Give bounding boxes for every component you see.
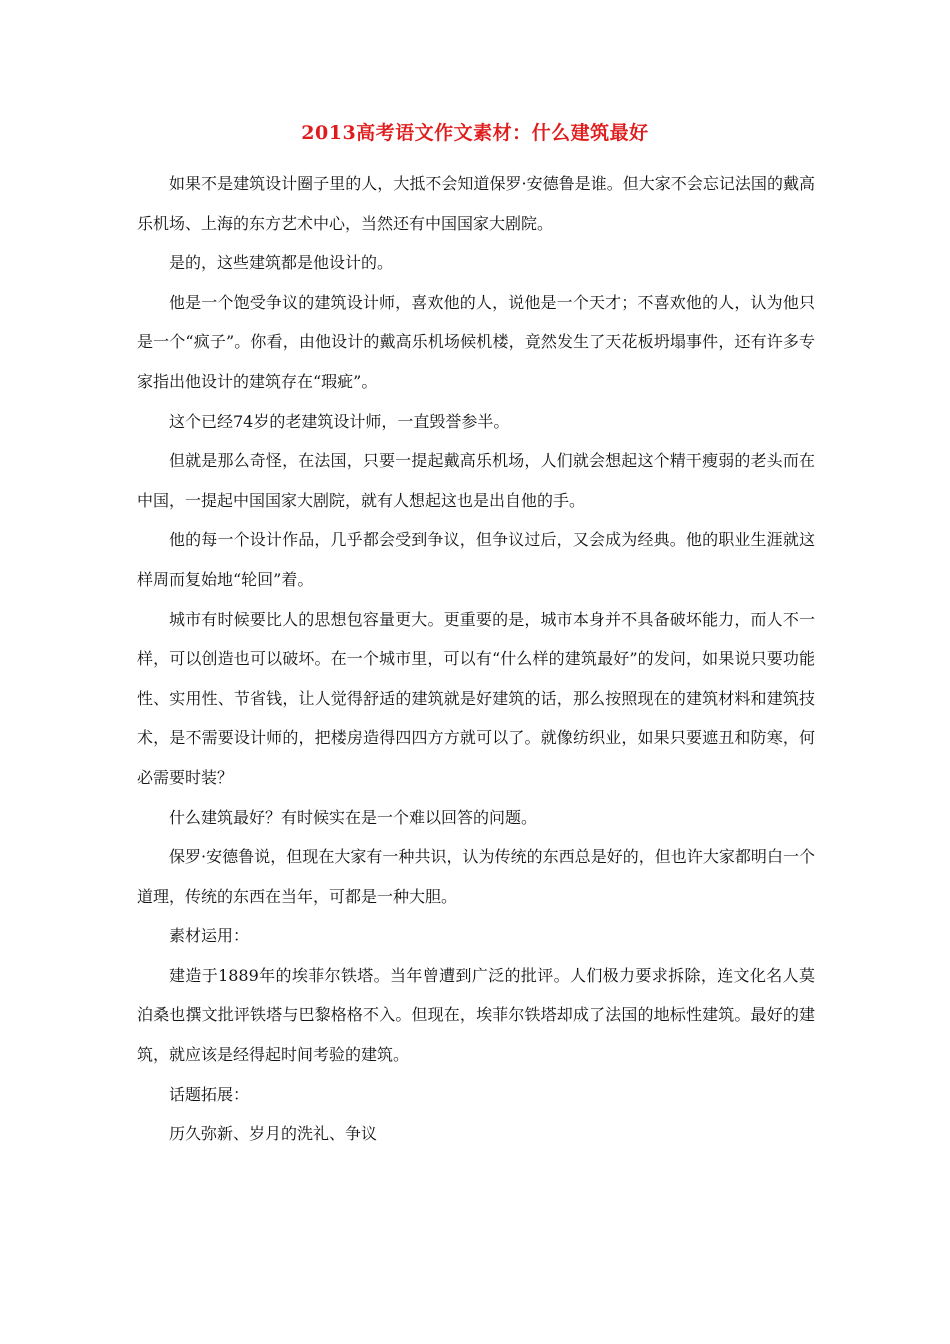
section-heading-topic-extension: 话题拓展： <box>169 1084 250 1104</box>
paragraph-age: 这个已经74岁的老建筑设计师，一直毁誉参半。 <box>169 411 510 431</box>
paragraph-career: 他的每一个设计作品，几乎都会受到争议，但争议过后，又会成为经典。他的职业生涯就这样周而复始地“轮回”着。 <box>137 530 815 589</box>
paragraph-topics: 历久弥新、岁月的洗礼、争议 <box>169 1124 378 1144</box>
paragraph-eiffel: 建造于1889年的埃菲尔铁塔。当年曾遭到广泛的批评。人们极力要求拆除，连文化名人莫泊桑也撰文批评铁塔与巴黎格格不入。但现在，埃菲尔铁塔却成了法国的地标性建筑。最好的建筑，就应该是经得起时间考验的建筑。 <box>137 965 815 1065</box>
paragraph-intro: 如果不是建筑设计圈子里的人，大抵不会知道保罗·安德鲁是谁。但大家不会忘记法国的戴高乐机场、上海的东方艺术中心，当然还有中国国家大剧院。 <box>137 174 815 233</box>
paragraph-strange: 但就是那么奇怪，在法国，只要一提起戴高乐机场，人们就会想起这个精干瘦弱的老头而在中国，一提起中国国家大剧院，就有人想起这也是出自他的手。 <box>137 451 815 510</box>
section-heading-material-use: 素材运用： <box>169 926 250 946</box>
document-body <box>137 164 815 1154</box>
document-title: 2013高考语文作文素材：什么建筑最好 <box>301 122 649 144</box>
paragraph-controversy: 他是一个饱受争议的建筑设计师，喜欢他的人，说他是一个天才；不喜欢他的人，认为他只是一个“疯子”。你看，由他设计的戴高乐机场候机楼，竟然发生了天花板坍塌事件，还有许多专家指出他设计的建筑存在“瑕疵”。 <box>137 292 815 391</box>
paragraph-city: 城市有时候要比人的思想包容量更大。更重要的是，城市本身并不具备破坏能力，而人不一样，可以创造也可以破坏。在一个城市里，可以有“什么样的建筑最好”的发问，如果说只要功能性、实用性、节省钱，让人觉得舒适的建筑就是好建筑的话，那么按照现在的建筑材料和建筑技术，是不需要设计师的，把楼房造得四四方方就可以了。就像纺织业，如果只要遮丑和防寒，何必需要时装？ <box>137 609 815 787</box>
paragraph-tradition: 保罗·安德鲁说，但现在大家有一种共识，认为传统的东西总是好的，但也许大家都明白一个道理，传统的东西在当年，可都是一种大胆。 <box>137 847 815 906</box>
paragraph-designer-works: 是的，这些建筑都是他设计的。 <box>169 253 394 273</box>
paragraph-question: 什么建筑最好？有时候实在是一个难以回答的问题。 <box>169 807 538 827</box>
